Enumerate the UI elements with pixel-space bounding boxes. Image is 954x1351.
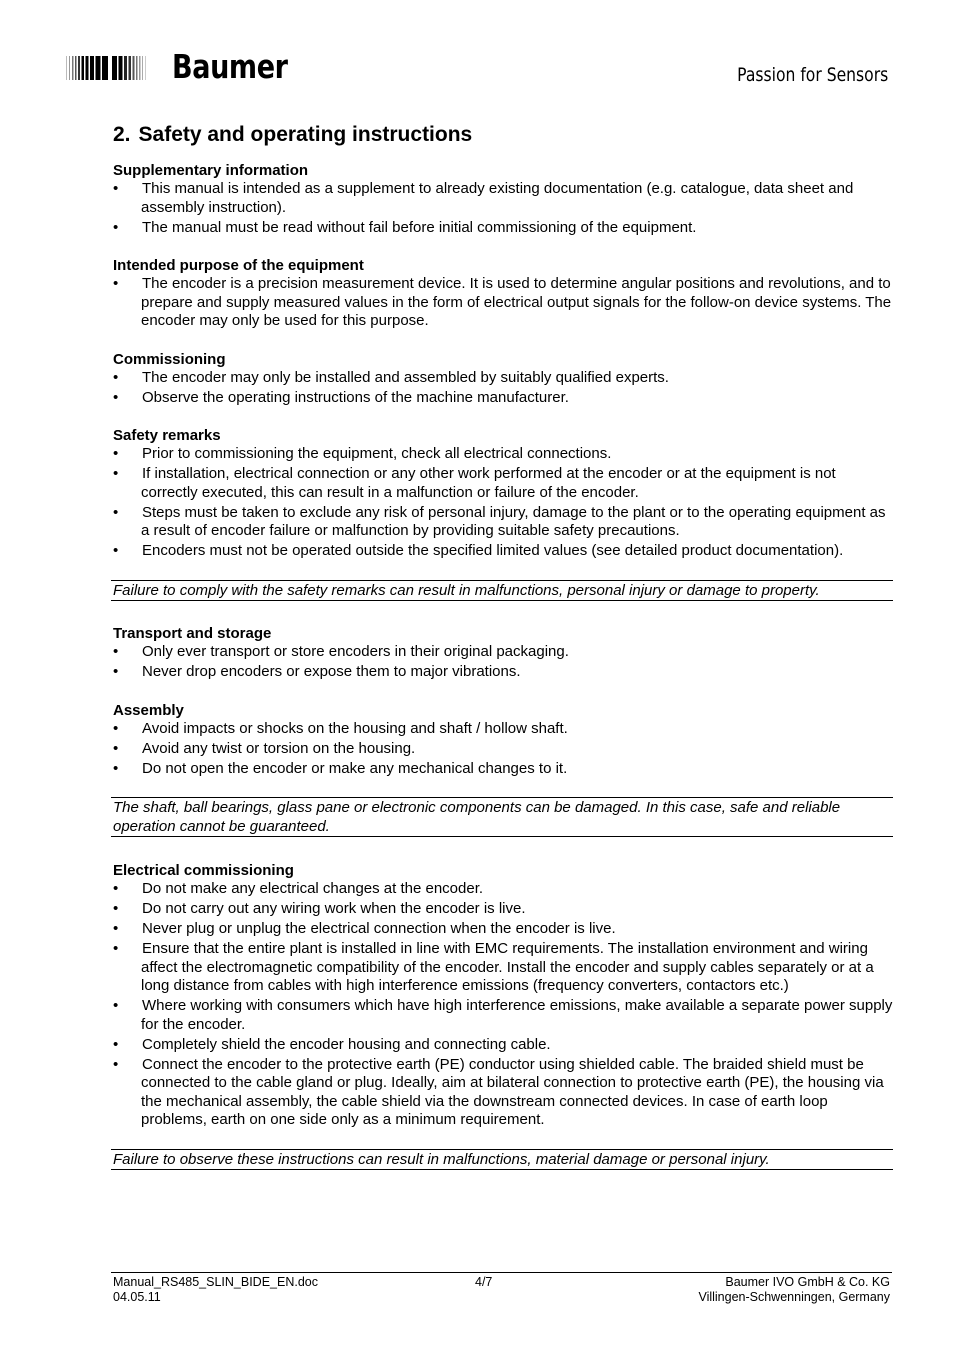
list-item-text: Ensure that the entire plant is installed in line with EMC requirements. The installation environment and wiring affect the electromagnetic compatibility of the encoder. Install the encoder and supply cables separately or at a long distance from cables with high interference emissions (frequency converters, contactors etc.) xyxy=(141,940,874,994)
bullet-icon: • xyxy=(113,1035,119,1053)
sections-block-3 xyxy=(113,861,893,1130)
footer-right xyxy=(698,1275,890,1305)
list-item xyxy=(113,740,893,759)
bullet-icon: • xyxy=(113,663,119,680)
section-heading: Intended purpose of the equipment xyxy=(113,257,364,274)
footer-page-number: 4/7 xyxy=(475,1275,493,1289)
bullet-icon: • xyxy=(113,643,119,660)
brand-tagline: Passion for Sensors xyxy=(736,64,888,86)
list-item xyxy=(113,389,893,408)
list-item xyxy=(113,1056,893,1130)
bullet-icon: • xyxy=(113,368,119,386)
brand-name: Baumer xyxy=(172,47,288,86)
bullet-list xyxy=(113,369,893,408)
footer-company: Baumer IVO GmbH & Co. KG xyxy=(725,1275,890,1289)
list-item xyxy=(113,445,893,464)
list-item xyxy=(113,880,893,899)
page-title xyxy=(113,120,893,150)
list-item xyxy=(113,219,893,238)
list-item xyxy=(113,643,893,662)
list-item-text: Steps must be taken to exclude any risk of personal injury, damage to the plant or to the operating equipment as a result of encoder failure or malfunction by providing suitable safety precautions. xyxy=(141,503,886,539)
warning-note: Failure to comply with the safety remarks can result in malfunctions, personal injury or damage to property. xyxy=(111,580,893,602)
bullet-icon: • xyxy=(113,503,119,521)
bullet-icon: • xyxy=(113,445,119,462)
bullet-icon: • xyxy=(113,719,119,737)
section-heading: Electrical commissioning xyxy=(113,862,294,879)
list-item-text: Do not open the encoder or make any mechanical changes to it. xyxy=(142,759,568,777)
page-footer xyxy=(111,1272,892,1304)
list-item-text: Encoders must not be operated outside the specified limited values (see detailed product documentation). xyxy=(142,542,844,559)
list-item xyxy=(113,663,893,682)
list-item xyxy=(113,542,893,561)
document-section xyxy=(113,161,893,237)
document-section xyxy=(113,861,893,1130)
document-section xyxy=(113,624,893,682)
document-section xyxy=(113,426,893,561)
list-item xyxy=(113,180,893,217)
list-item-text: Only ever transport or store encoders in their original packaging. xyxy=(142,643,569,660)
section-number: 2. xyxy=(113,123,131,146)
bullet-icon: • xyxy=(113,1055,119,1073)
bullet-icon: • xyxy=(113,759,119,777)
bullet-icon: • xyxy=(113,388,119,406)
baumer-logo-icon xyxy=(66,54,158,82)
section-title: Safety and operating instructions xyxy=(138,123,473,146)
section-heading: Safety remarks xyxy=(113,427,221,444)
bullet-list xyxy=(113,643,893,682)
list-item xyxy=(113,275,893,331)
footer-location: Villingen-Schwenningen, Germany xyxy=(698,1290,890,1304)
list-item-text: Observe the operating instructions of the machine manufacturer. xyxy=(142,388,569,406)
list-item-text: The encoder may only be installed and assembled by suitably qualified experts. xyxy=(142,368,669,386)
list-item xyxy=(113,720,893,739)
list-item xyxy=(113,1036,893,1055)
list-item-text: The encoder is a precision measurement device. It is used to determine angular positions and revolutions, and to prepare and supply measured values in the form of electrical output signals for the follow-on device systems. The encoder may only be used for this purpose. xyxy=(141,275,892,329)
footer-filename: Manual_RS485_SLIN_BIDE_EN.doc xyxy=(113,1275,318,1289)
section-heading: Supplementary information xyxy=(113,162,309,179)
list-item xyxy=(113,940,893,996)
bullet-list xyxy=(113,720,893,779)
list-item xyxy=(113,997,893,1034)
list-item-text: Never drop encoders or expose them to major vibrations. xyxy=(142,663,521,680)
list-item xyxy=(113,900,893,919)
warning-note: Failure to observe these instructions can result in malfunctions, material damage or personal injury. xyxy=(111,1149,893,1171)
list-item xyxy=(113,504,893,541)
section-heading: Assembly xyxy=(113,701,184,719)
page-content xyxy=(113,120,893,1193)
bullet-icon: • xyxy=(113,542,119,559)
bullet-icon: • xyxy=(113,465,119,482)
list-item xyxy=(113,760,893,779)
bullet-icon: • xyxy=(113,997,119,1014)
footer-left xyxy=(113,1275,318,1305)
section-heading: Commissioning xyxy=(113,350,226,368)
list-item-text: Avoid any twist or torsion on the housing. xyxy=(142,739,416,757)
list-item-text: Connect the encoder to the protective earth (PE) conductor using shielded cable. The braided shield must be connected to the cable gland or plug. Ideally, aim at bilateral connection to protective earth (PE), the housing via the mechanical assembly, the cable shield via the downstream connected devices. In case of earth loop problems, earth on one side only as a minimum requirement. xyxy=(141,1055,884,1128)
bullet-icon: • xyxy=(113,880,119,897)
sections-block-2 xyxy=(113,624,893,778)
bullet-list xyxy=(113,275,893,331)
bullet-icon: • xyxy=(113,180,119,197)
list-item-text: If installation, electrical connection or any other work performed at the encoder or at the equipment is not correctly executed, this can result in a malfunction or failure of the encoder. xyxy=(141,465,836,501)
bullet-icon: • xyxy=(113,275,119,292)
bullet-list xyxy=(113,445,893,561)
document-section xyxy=(113,701,893,779)
list-item xyxy=(113,465,893,502)
bullet-list xyxy=(113,880,893,1130)
sections-block-1 xyxy=(113,161,893,561)
list-item-text: This manual is intended as a supplement to already existing documentation (e.g. catalogue, data sheet and assembly instruction). xyxy=(141,180,854,216)
list-item-text: Never plug or unplug the electrical connection when the encoder is live. xyxy=(142,920,616,937)
footer-date: 04.05.11 xyxy=(113,1290,161,1304)
document-section xyxy=(113,256,893,331)
warning-note: The shaft, ball bearings, glass pane or electronic components can be damaged. In this case, safe and reliable operation cannot be guaranteed. xyxy=(111,797,893,837)
bullet-icon: • xyxy=(113,940,119,957)
bullet-list xyxy=(113,180,893,237)
list-item-text: Do not make any electrical changes at the encoder. xyxy=(142,880,484,897)
bullet-icon: • xyxy=(113,920,119,937)
document-section xyxy=(113,350,893,408)
bullet-icon: • xyxy=(113,900,119,917)
list-item-text: Prior to commissioning the equipment, check all electrical connections. xyxy=(142,445,612,462)
bullet-icon: • xyxy=(113,218,119,236)
list-item xyxy=(113,920,893,939)
list-item-text: Do not carry out any wiring work when the encoder is live. xyxy=(142,900,526,917)
list-item-text: The manual must be read without fail before initial commissioning of the equipment. xyxy=(142,218,697,236)
list-item-text: Completely shield the encoder housing and connecting cable. xyxy=(142,1035,551,1053)
page-header xyxy=(0,0,954,100)
section-heading: Transport and storage xyxy=(113,625,272,642)
bullet-icon: • xyxy=(113,739,119,757)
list-item-text: Where working with consumers which have high interference emissions, make available a separate power supply for the encoder. xyxy=(141,997,893,1033)
list-item-text: Avoid impacts or shocks on the housing and shaft / hollow shaft. xyxy=(142,719,568,737)
list-item xyxy=(113,369,893,388)
